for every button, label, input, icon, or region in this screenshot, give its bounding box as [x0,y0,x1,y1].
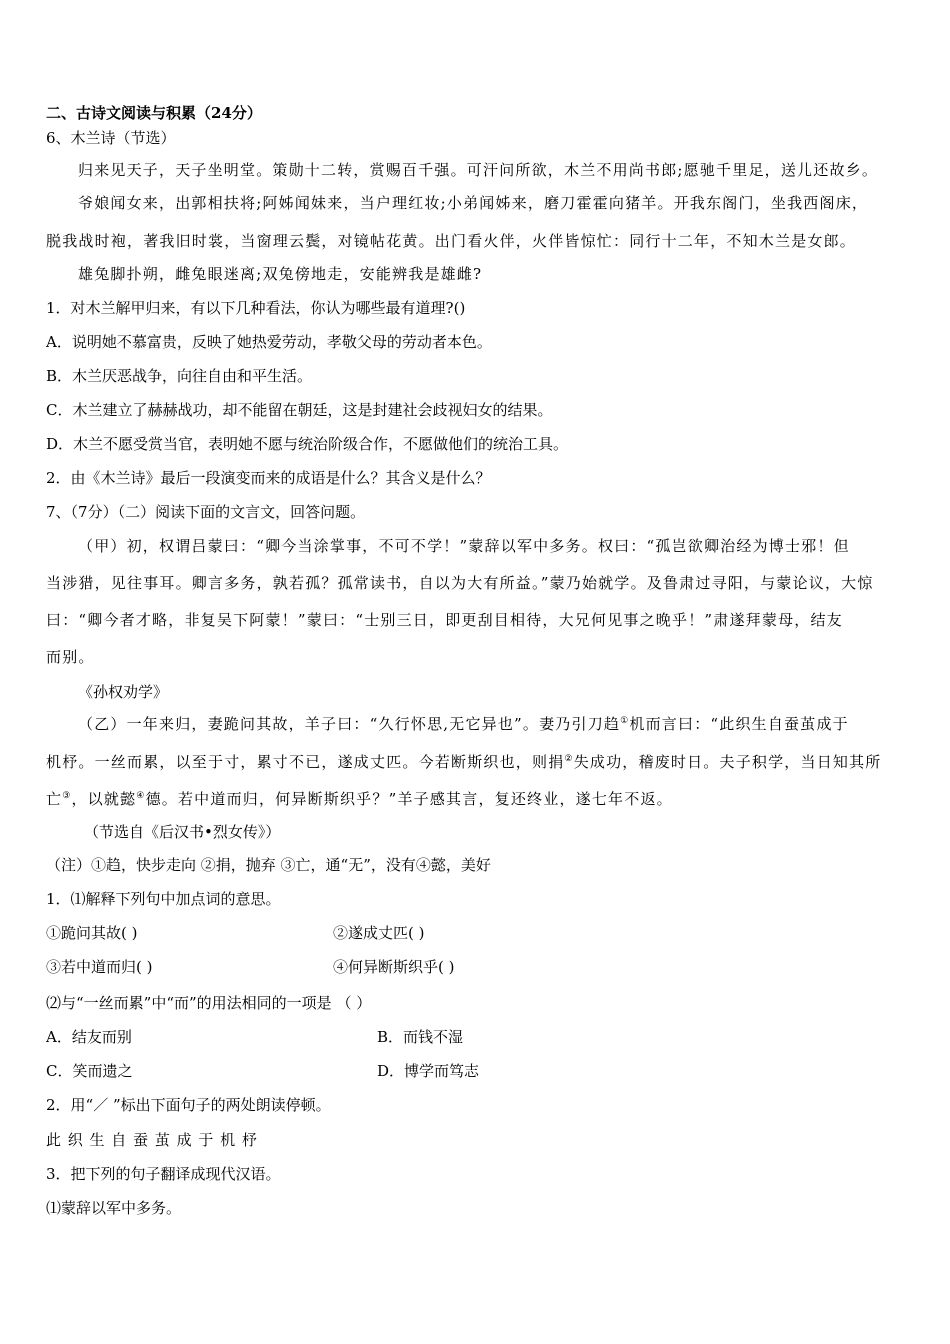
choice-b: B．而钱不湿 [377,1028,464,1046]
jia-line-4: 而别。 [46,648,95,666]
blank-1: ①跪问其故( ) [46,924,138,942]
choice-d: D．博学而笃志 [377,1062,480,1080]
q6-title: 6、木兰诗（节选） [46,129,176,147]
yi-source: （节选自《后汉书•烈女传》） [84,823,281,841]
q6-option-c: C．木兰建立了赫赫战功，却不能留在朝廷，这是封建社会歧视妇女的结果。 [46,401,553,419]
q7-title: 7、（7分）（二）阅读下面的文言文，回答问题。 [46,503,366,521]
blank-4: ④何异断斯织乎( ) [333,958,455,976]
q7-question-3-1: ⑴蒙辞以军中多务。 [46,1199,182,1217]
q6-option-b: B．木兰厌恶战争，向往自由和平生活。 [46,367,313,385]
q7-question-1-2: ⑵与“一丝而累”中“而”的用法相同的一项是 （ ） [46,994,372,1012]
q7-question-1-1: 1．⑴解释下列句中加点词的意思。 [46,890,281,908]
q6-question-2: 2．由《木兰诗》最后一段演变而来的成语是什么？其含义是什么？ [46,469,491,487]
notes: （注）①趋，快步走向 ②捐，抛弃 ③亡，通“无”，没有④懿，美好 [46,856,491,874]
blank-2: ②遂成丈匹( ) [333,924,425,942]
yi-line-2: 机杼。一丝而累，以至于寸，累寸不已，遂成丈匹。今若断斯织也，则捐②失成功，稽废时日。夫子积学，当日知其所 [46,753,882,771]
section-title: 二、古诗文阅读与积累（24分） [46,104,262,122]
q6-option-a: A．说明她不慕富贵，反映了她热爱劳动，孝敬父母的劳动者本色。 [46,333,492,351]
yi-line-3: 亡③，以就懿④德。若中道而归，何异断斯织乎？”羊子感其言，复还终业，遂七年不返。 [46,790,673,808]
poem-line-1: 归来见天子，天子坐明堂。策勋十二转，赏赐百千强。可汗问所欲，木兰不用尚书郎;愿驰千里足，送儿还故乡。 [78,161,879,179]
jia-source: 《孙权劝学》 [78,683,169,701]
q7-question-3: 3．把下列的句子翻译成现代汉语。 [46,1165,281,1183]
poem-line-3: 脱我战时袍，著我旧时裳，当窗理云鬓，对镜帖花黄。出门看火伴，火伴皆惊忙：同行十二年，不知木兰是女郎。 [46,232,857,250]
jia-line-3: 曰：“卿今者才略，非复吴下阿蒙！”蒙曰：“士别三日，即更刮目相待，大兄何见事之晚乎！”肃遂拜蒙母，结友 [46,611,843,629]
yi-line-1: （乙）一年来归，妻跪问其故，羊子曰：“久行怀思,无它异也”。妻乃引刀趋①机而言曰：“此织生自蚕茧成于 [78,715,849,733]
pause-sentence: 此 织 生 自 蚕 茧 成 于 机 杼 [46,1131,257,1149]
choice-c: C．笑而遗之 [46,1062,133,1080]
q6-question-1: 1．对木兰解甲归来，有以下几种看法，你认为哪些最有道理?() [46,299,466,317]
q7-question-2: 2．用“／ ”标出下面句子的两处朗读停顿。 [46,1096,331,1114]
q6-option-d: D．木兰不愿受赏当官，表明她不愿与统治阶级合作，不愿做他们的统治工具。 [46,435,569,453]
poem-line-4: 雄兔脚扑朔，雌兔眼迷离;双兔傍地走，安能辨我是雄雌? [78,265,483,283]
blank-3: ③若中道而归( ) [46,958,153,976]
poem-line-2: 爷娘闻女来，出郭相扶将;阿姊闻妹来，当户理红妆;小弟闻姊来，磨刀霍霍向猪羊。开我东阁门，坐我西阁床， [78,194,869,212]
jia-line-1: （甲）初，权谓吕蒙曰：“卿今当涂掌事，不可不学！”蒙辞以军中多务。权曰：“孤岂欲卿治经为博士邪！但 [78,537,850,555]
choice-a: A．结友而别 [46,1028,132,1046]
jia-line-2: 当涉猎，见往事耳。卿言多务，孰若孤？孤常读书，自以为大有所益。”蒙乃始就学。及鲁肃过寻阳，与蒙论议，大惊 [46,574,874,592]
